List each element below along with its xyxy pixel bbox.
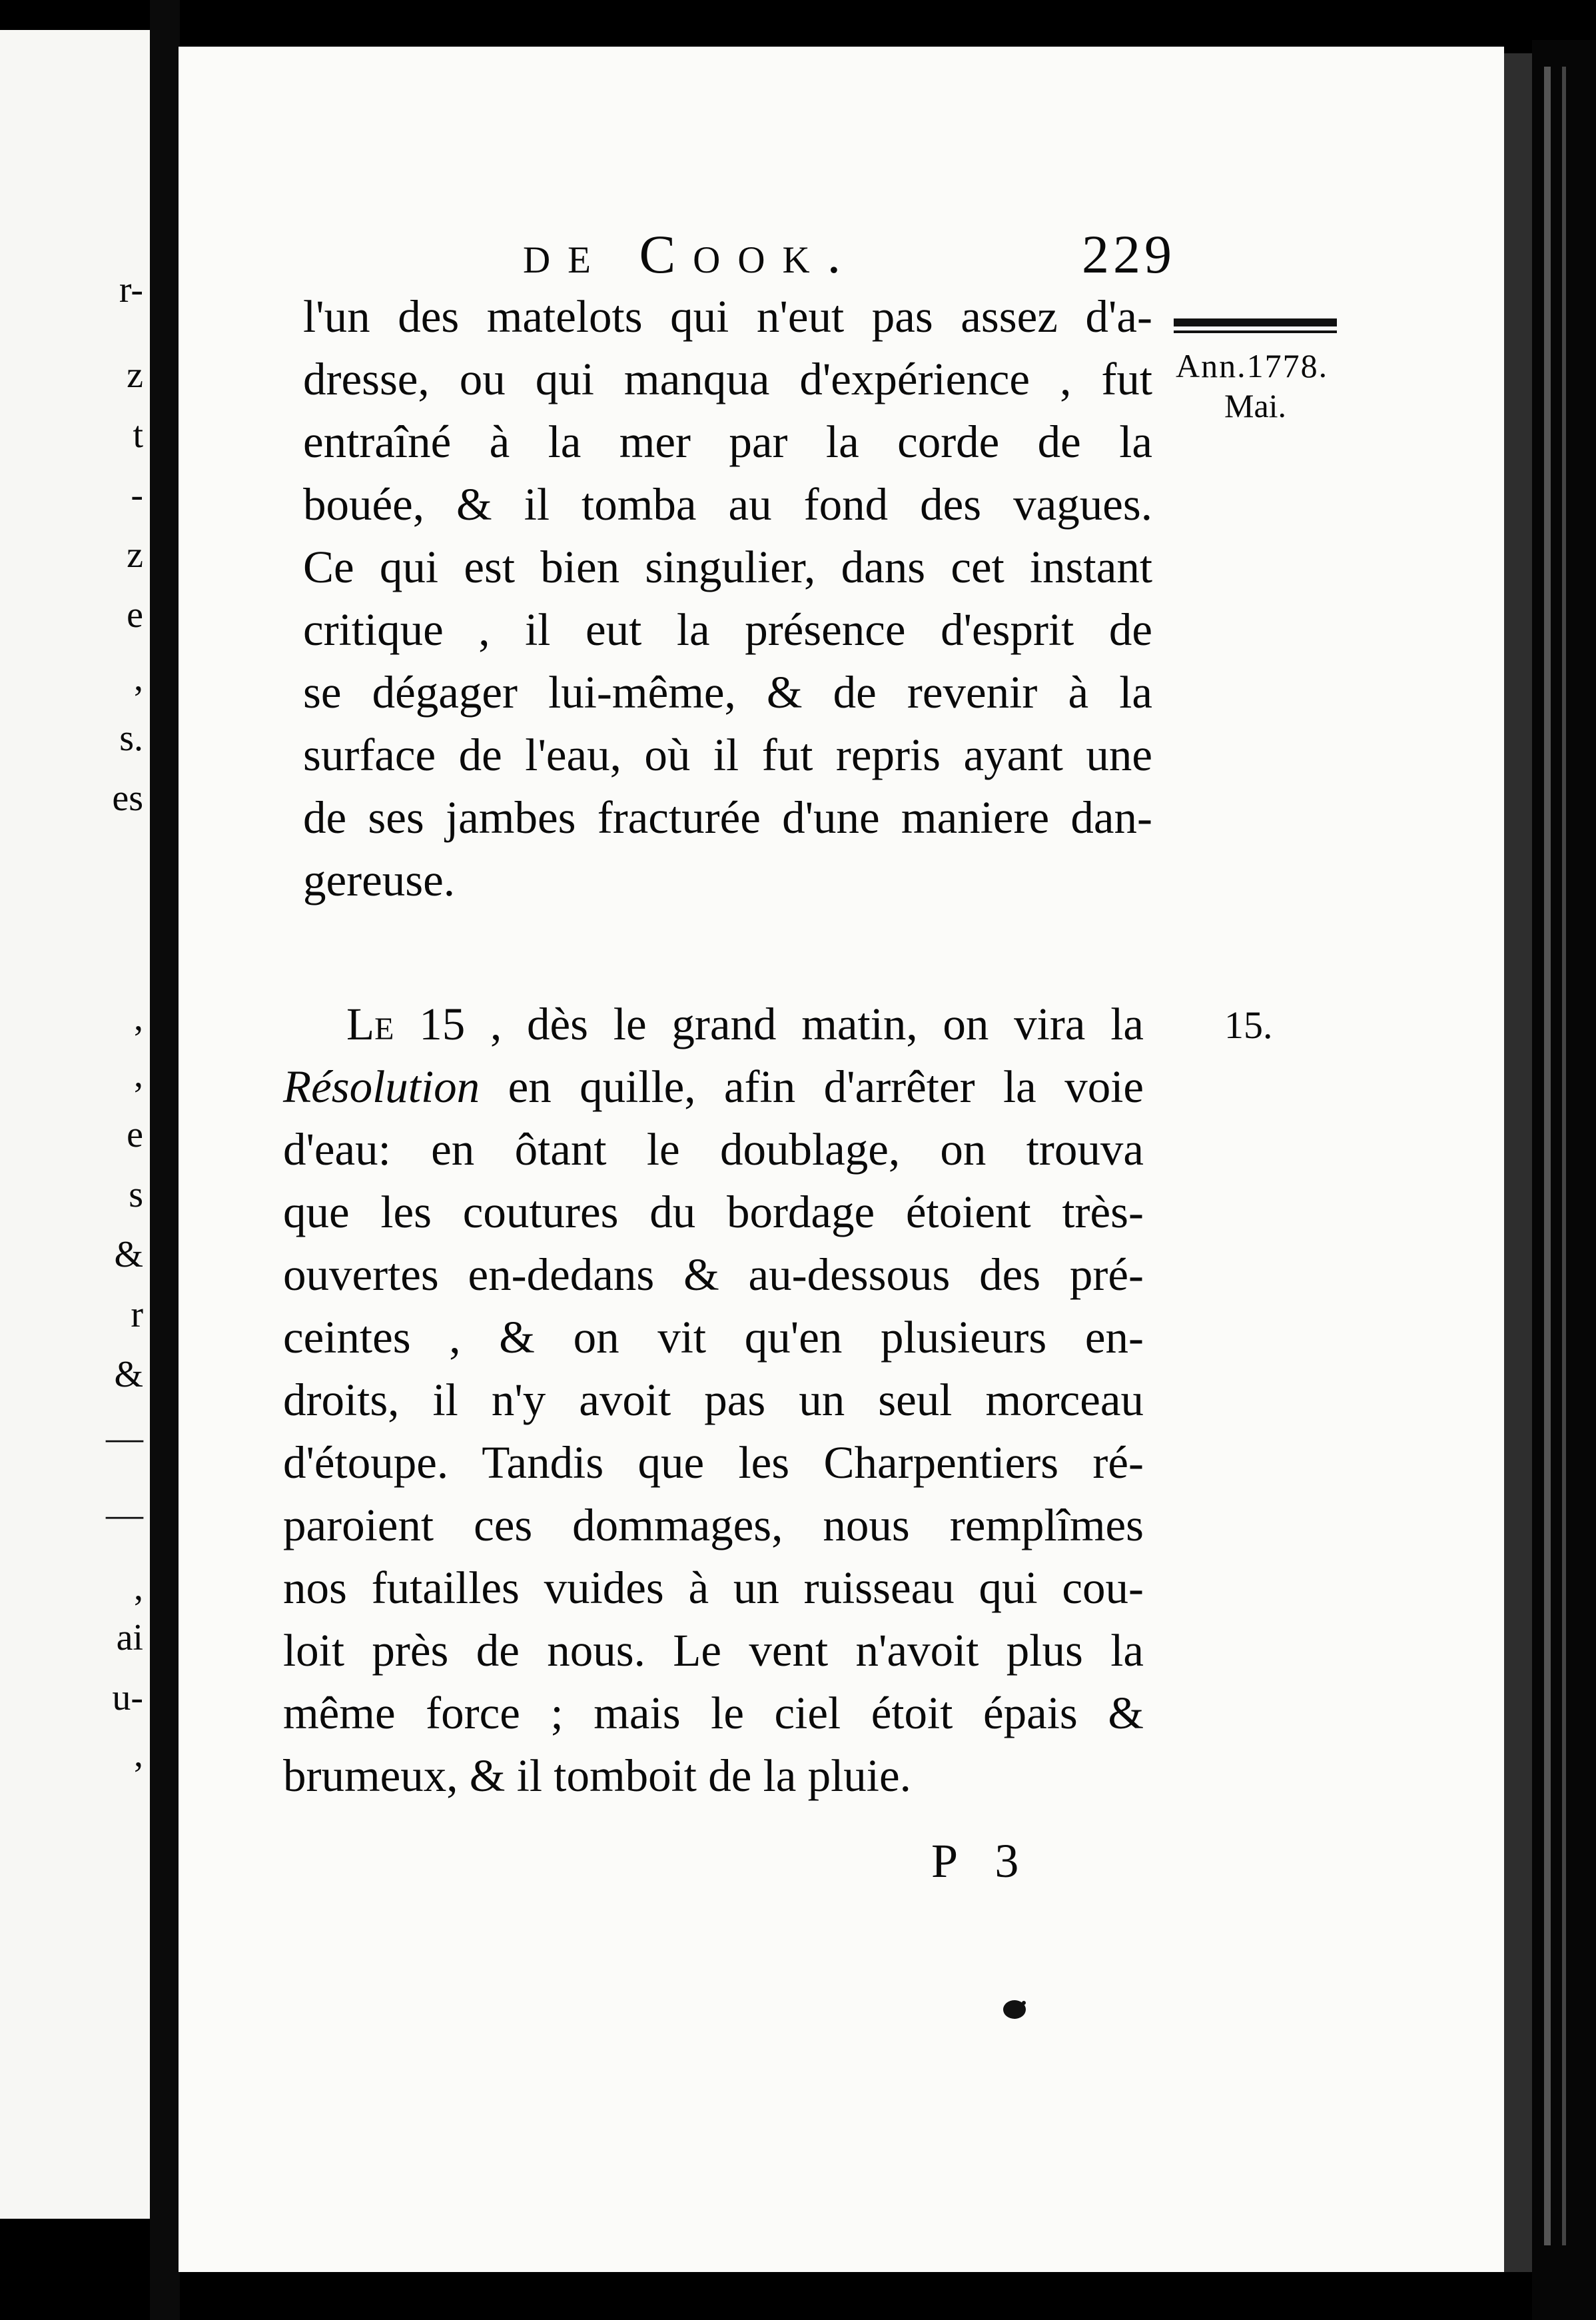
left-page-fragment: - [131, 474, 143, 516]
text-line: droits, il n'y avoit pas un seul morceau [283, 1375, 1144, 1425]
text-line: bouée, & il tomba au fond des vagues. [303, 479, 1152, 530]
left-page-fragment: u- [112, 1677, 143, 1718]
text-line: de ses jambes fracturée d'une maniere dan- [303, 792, 1152, 843]
left-page-fragment: & [114, 1354, 143, 1395]
page-edge [1562, 67, 1566, 2245]
margin-month: Mai. [1224, 387, 1287, 424]
left-page-fragment: , [134, 1054, 143, 1095]
left-page-fragment: r [131, 1294, 143, 1335]
text-line: surface de l'eau, où il fut repris ayant une [303, 730, 1152, 780]
left-page-fragment: , [134, 658, 143, 699]
paragraph-2 [283, 993, 1144, 1807]
ink-spot [1001, 1998, 1028, 2022]
left-page-fragment: e [127, 1114, 143, 1155]
text-line: dresse, ou qui manqua d'expérience , fut [303, 354, 1152, 404]
rule-thick [1174, 318, 1337, 326]
text-line [283, 1055, 1144, 1118]
text-line: ouvertes en-dedans & au-dessous des pré- [283, 1249, 1144, 1300]
text-line: Ce qui est bien singulier, dans cet instant [303, 542, 1152, 592]
left-page-fragment: — [106, 1417, 143, 1458]
text-line: gereuse. [303, 855, 455, 905]
text-line: que les coutures du bordage étoient très- [283, 1187, 1144, 1237]
left-page-fragment: , [134, 997, 143, 1039]
margin-rule [1174, 318, 1337, 332]
left-page-fragment: z [127, 534, 143, 576]
left-page-fragment: , [134, 1734, 143, 1775]
left-page-fragment: e [127, 594, 143, 636]
left-page-fragment: t [133, 414, 143, 456]
page-edge [1544, 67, 1551, 2245]
text-line: même force ; mais le ciel étoit épais & [283, 1688, 1144, 1738]
book-gutter [150, 0, 180, 2320]
left-page-fragment: ai [116, 1617, 143, 1658]
page-edge [1504, 53, 1532, 2272]
left-page-fragment: es [112, 778, 143, 819]
running-title: de Cook. [523, 224, 859, 285]
left-page-fragment: s. [119, 718, 143, 759]
page-number: 229 [1082, 224, 1176, 285]
text-line: brumeux, & il tomboit de la pluie. [283, 1750, 911, 1801]
left-page-fragment: , [134, 1567, 143, 1608]
text-line: nos futailles vuides à un ruisseau qui cou- [283, 1562, 1144, 1613]
text-line: l'un des matelots qui n'eut pas assez d'a- [303, 291, 1152, 342]
ship-name: Résolution [283, 1061, 480, 1112]
line-text: 15 , dès le grand matin, on vira la [394, 999, 1144, 1049]
left-page-fragment: r- [119, 269, 143, 310]
text-line: critique , il eut la présence d'esprit de [303, 604, 1152, 655]
running-head [523, 223, 1176, 290]
left-page-fragment: — [106, 1494, 143, 1535]
text-line: se dégager lui-même, & de revenir à la [303, 667, 1152, 718]
paragraph-1 [303, 285, 1152, 911]
text-line: entraîné à la mer par la corde de la [303, 416, 1152, 467]
margin-date: 15. [1224, 1003, 1273, 1047]
left-page-fragment: z [127, 354, 143, 396]
line-text: en quille, afin d'arrêter la voie [480, 1061, 1144, 1112]
margin-year: Ann.1778. [1176, 347, 1329, 384]
rule-thin [1174, 330, 1337, 333]
left-page-fragment: s [129, 1174, 143, 1215]
text-line: d'étoupe. Tandis que les Charpentiers ré- [283, 1437, 1144, 1488]
text-line: ceintes , & on vit qu'en plusieurs en- [283, 1312, 1144, 1363]
text-line: d'eau: en ôtant le doublage, on trouva [283, 1124, 1144, 1175]
left-page-fragment: & [114, 1234, 143, 1275]
signature-mark: P 3 [931, 1834, 1032, 1888]
left-facing-page [0, 30, 150, 2219]
paragraph-opening-word: Le [346, 999, 394, 1049]
text-line: paroient ces dommages, nous remplîmes [283, 1500, 1144, 1550]
text-line: loit près de nous. Le vent n'avoit plus la [283, 1625, 1144, 1676]
text-line [283, 993, 1144, 1055]
